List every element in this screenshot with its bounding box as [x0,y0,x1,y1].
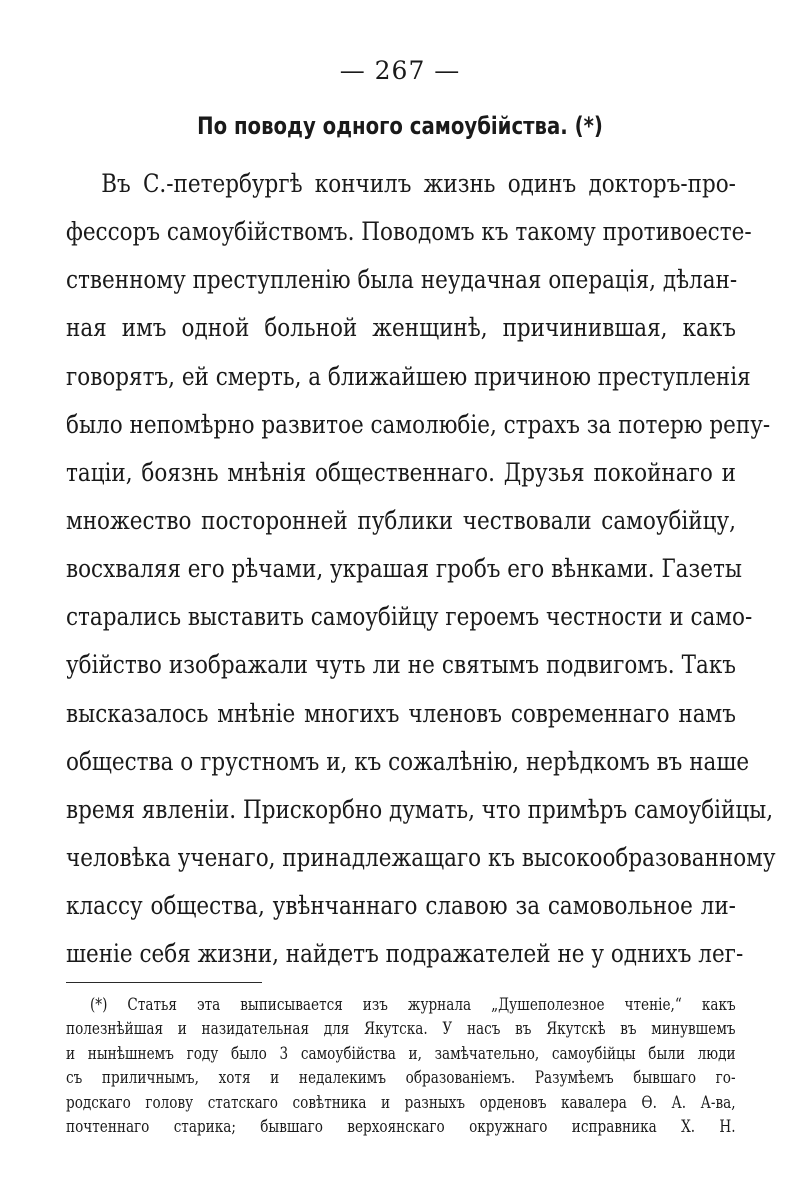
body-line: старались выставить самоубійцу героемъ честности и само- [66,602,753,632]
footnote [66,993,736,1139]
article-title: По поводу одного самоубійства. (*) [197,112,603,140]
body-line: фессоръ самоубійствомъ. Поводомъ къ такому противоесте- [66,217,752,247]
footnote-line: съ приличнымъ, хотя и недалекимъ образованіемъ. Разумѣемъ бывшаго го- [66,1068,736,1089]
body-line: высказалось мнѣніе многихъ членовъ современнаго намъ [66,698,736,728]
body-line: время явленіи. Прискорбно думать, что примѣръ самоубійцы, [66,794,774,824]
page-number: — 267 — [339,56,461,85]
body-line: общества о грустномъ и, къ сожалѣнію, нерѣдкомъ въ наше [66,746,750,776]
body-line: восхваляя его рѣчами, украшая гробъ его вѣнками. Газеты [66,554,742,584]
body-line: Въ С.-петербургѣ кончилъ жизнь одинъ докторъ-про- [101,169,736,198]
body-line: убійство изображали чуть ли не святымъ подвигомъ. Такъ [66,650,736,680]
body-line: таціи, боязнь мнѣнія общественнаго. Друзья покойнаго и [66,457,736,487]
body-line: говорятъ, ей смерть, а ближайшею причиною преступленія [66,361,751,391]
article-body [66,160,776,978]
body-line: множество посторонней публики чествовали самоубійцу, [66,505,736,535]
body-line: ственному преступленію была неудачная операція, дѣлан- [66,265,738,295]
footnote-line: и нынѣшнемъ году было 3 самоубійства и, замѣчательно, самоубійцы были люди [66,1043,736,1064]
body-line: было непомѣрно развитое самолюбіе, страхъ за потерю репу- [66,409,771,439]
body-line: шеніе себя жизни, найдетъ подражателей не у однихъ лег- [66,939,744,969]
body-line: человѣка ученаго, принадлежащаго къ высокообразованному [66,842,776,872]
body-line: классу общества, увѣнчаннаго славою за самовольное ли- [66,891,736,921]
footnote-line: (*) Статья эта выписывается изъ журнала „Душеполезное чтеніе,“ какъ [90,995,736,1015]
body-line: ная имъ одной больной женщинѣ, причинившая, какъ [66,313,736,343]
footnote-line: почтеннаго старика; бывшаго верхоянскаго окружнаго исправника Х. Н. [66,1116,736,1137]
footnote-divider [66,982,262,983]
footnote-line: родскаго голову статскаго совѣтника и разныхъ орденовъ кавалера Ѳ. А. А-ва, [66,1092,736,1113]
footnote-line: полезнѣйшая и назидательная для Якутска. У насъ въ Якутскѣ въ минувшемъ [66,1019,736,1040]
